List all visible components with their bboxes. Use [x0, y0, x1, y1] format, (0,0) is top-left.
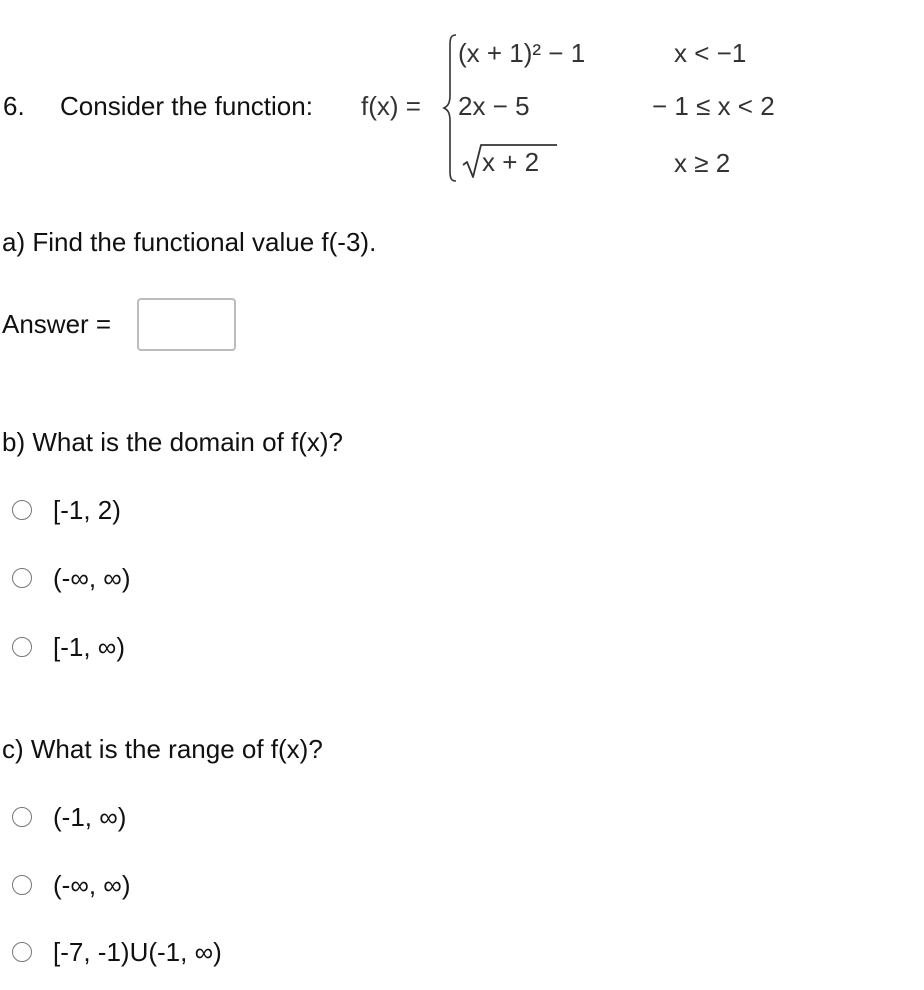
- radio-button[interactable]: [12, 568, 32, 588]
- piece-1-expression: (x + 1)² − 1: [458, 38, 586, 68]
- radio-button[interactable]: [12, 875, 32, 895]
- option-label: [-7, -1)U(-1, ∞): [53, 936, 222, 967]
- piece-1-condition: x < −1: [674, 38, 747, 68]
- answer-label: Answer =: [2, 309, 112, 339]
- piece-3-condition: x ≥ 2: [674, 148, 731, 178]
- range-option-3[interactable]: [12, 937, 222, 967]
- domain-option-3[interactable]: [12, 632, 125, 662]
- piecewise-brace: [442, 33, 458, 183]
- piece-3-expression: x + 2: [482, 147, 540, 177]
- range-option-1[interactable]: [12, 802, 126, 832]
- radio-button[interactable]: [12, 500, 32, 520]
- option-label: [-1, 2): [53, 494, 121, 525]
- question-number: 6.: [3, 91, 25, 121]
- function-lhs: f(x) =: [361, 91, 421, 121]
- question-intro: Consider the function:: [60, 91, 313, 121]
- domain-option-1[interactable]: [12, 495, 121, 525]
- radio-button[interactable]: [12, 637, 32, 657]
- part-c-prompt: c) What is the range of f(x)?: [2, 734, 323, 764]
- radio-button[interactable]: [12, 807, 32, 827]
- option-label: (-∞, ∞): [53, 869, 131, 900]
- radio-button[interactable]: [12, 942, 32, 962]
- piece-2-condition: − 1 ≤ x < 2: [652, 91, 775, 121]
- piece-2-expression: 2x − 5: [458, 91, 530, 121]
- option-label: [-1, ∞): [53, 631, 125, 662]
- part-a-prompt: a) Find the functional value f(-3).: [2, 227, 377, 257]
- option-label: (-1, ∞): [53, 801, 127, 832]
- option-label: (-∞, ∞): [53, 562, 131, 593]
- domain-option-2[interactable]: [12, 563, 131, 593]
- range-option-2[interactable]: [12, 870, 131, 900]
- answer-input[interactable]: [137, 298, 236, 351]
- part-b-prompt: b) What is the domain of f(x)?: [2, 427, 344, 457]
